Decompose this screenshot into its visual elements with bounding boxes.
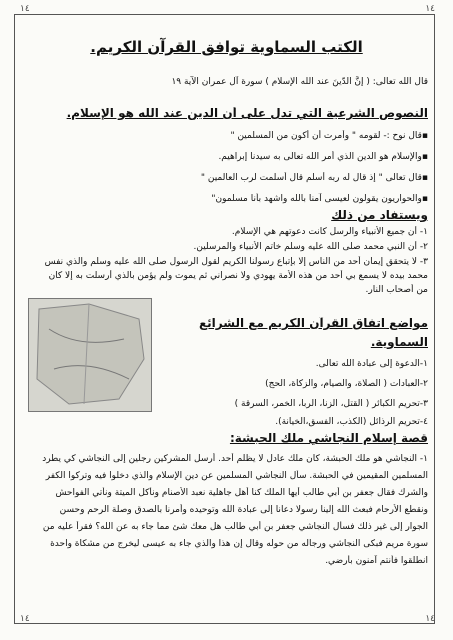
section4-heading: قصة إسلام النجاشي ملك الحبشة: [229,432,428,445]
section2-item: ٣- لا يتحقق إيمان أحد من الناس إلا بإتباع رسولنا الكريم لقول الرسول صلى الله عليه وسلم والذي نفس [44,257,428,267]
page-number-top-right: ١٤ [425,4,435,14]
section3-item: ٤-تحريم الرذائل (الكذب، الفسق،الخيانة). [275,417,428,427]
map-image [28,298,152,412]
section1-item: ▪قال نوح :- لقومه " وأمرت أن أكون من المسلمين " [230,131,428,141]
section4-line: الجوار إلى غير ذلك فسأل النجاشي جعفر بن أبي طالب هل معك شئ مما جاء به عن الله؟ فقرأ عليه من [42,522,428,532]
page-number-bottom-right: ١٤ [425,614,435,624]
section3-item: ١-الدعوة إلى عبادة الله تعالى. [315,359,428,369]
section3-heading: مواضع اتفاق القرآن الكريم مع الشرائع [198,317,428,330]
section2-item: محمد بيده لا يسمع بي أحد من هذه الأمة يهودي ولا نصراني ثم يموت ولم يؤمن بالذي أرسلت به إلا كان [48,271,428,281]
section1-item: ▪والحواريون يقولون لعيسى آمنا بالله واشهد بأنا مسلمون" [211,194,428,204]
section3-item: ٣-تحريم الكبائر ( القتل، الزنا، الربا، الخمر، السرقة ) [234,399,428,409]
section2-item: ١- أن جميع الأنبياء والرسل كانت دعوتهم هي الإسلام. [231,227,428,237]
section2-heading: ويستفاد من ذلك [331,209,428,222]
section3-heading-cont: السماوية. [370,336,428,349]
page-title: الكتب السماوية توافق القرآن الكريم. [90,38,363,56]
section1-item: ▪والإسلام هو الدين الذي أمر الله تعالى به سيدنا إبراهيم. [218,152,428,162]
page-number-top-left: ١٤ [20,4,30,14]
section1-item: ▪قال تعالى " إذ قال له ربه أسلم قال أسلمت لرب العالمين " [200,173,428,183]
section2-item: ٢- أن النبي محمد صلى الله عليه وسلم خاتم الأنبياء والمرسلين. [193,242,428,252]
section4-line: سورة مريم فبكى النجاشي ورجاله من حوله وقال إن هذا والذي جاء به عيسى ليخرج من مشكاة واحدة [50,539,428,549]
section1-heading: النصوص الشرعية التي تدل على أن الدين عند الله هو الإسلام. [66,107,428,120]
intro-verse: قال الله تعالى: ( إنَّ الدّينَ عند الله الإسلام ) سورة آل عمران الآية ١٩ [171,77,428,87]
section4-line: ١- النجاشي هو ملك الحبشة، كان ملك عادل لا يظلم أحد. أرسل المشركين رجلين إلى النجاشي كي يطرد [42,454,428,464]
section4-line: والشرك فقال جعفر بن أبي طالب أيها الملك كنا أهل جاهلية نعبد الأصنام ونأكل الميتة ونأتي الفواحش [55,488,428,498]
section3-item: ٢-العبادات ( الصلاة، والصيام، والزكاة، الحج) [265,379,428,389]
section4-line: ونقطع الأرحام فبعث الله إلينا رسولا دعانا إلى عبادة الله وتوحيده وأمرنا بالصدق وصلة الرحم وحسن [59,505,428,515]
section4-line: انطلقوا فأنتم آمنون بأرضي. [325,556,428,566]
section2-item: من أصحاب النار. [365,285,428,295]
section4-line: المسلمين المقيمين في الحبشة. سأل النجاشي المسلمين عن دين الإسلام والذي دخلوا فيه وتركوا الكفر [45,471,428,481]
page-number-bottom-left: ١٤ [20,614,30,624]
